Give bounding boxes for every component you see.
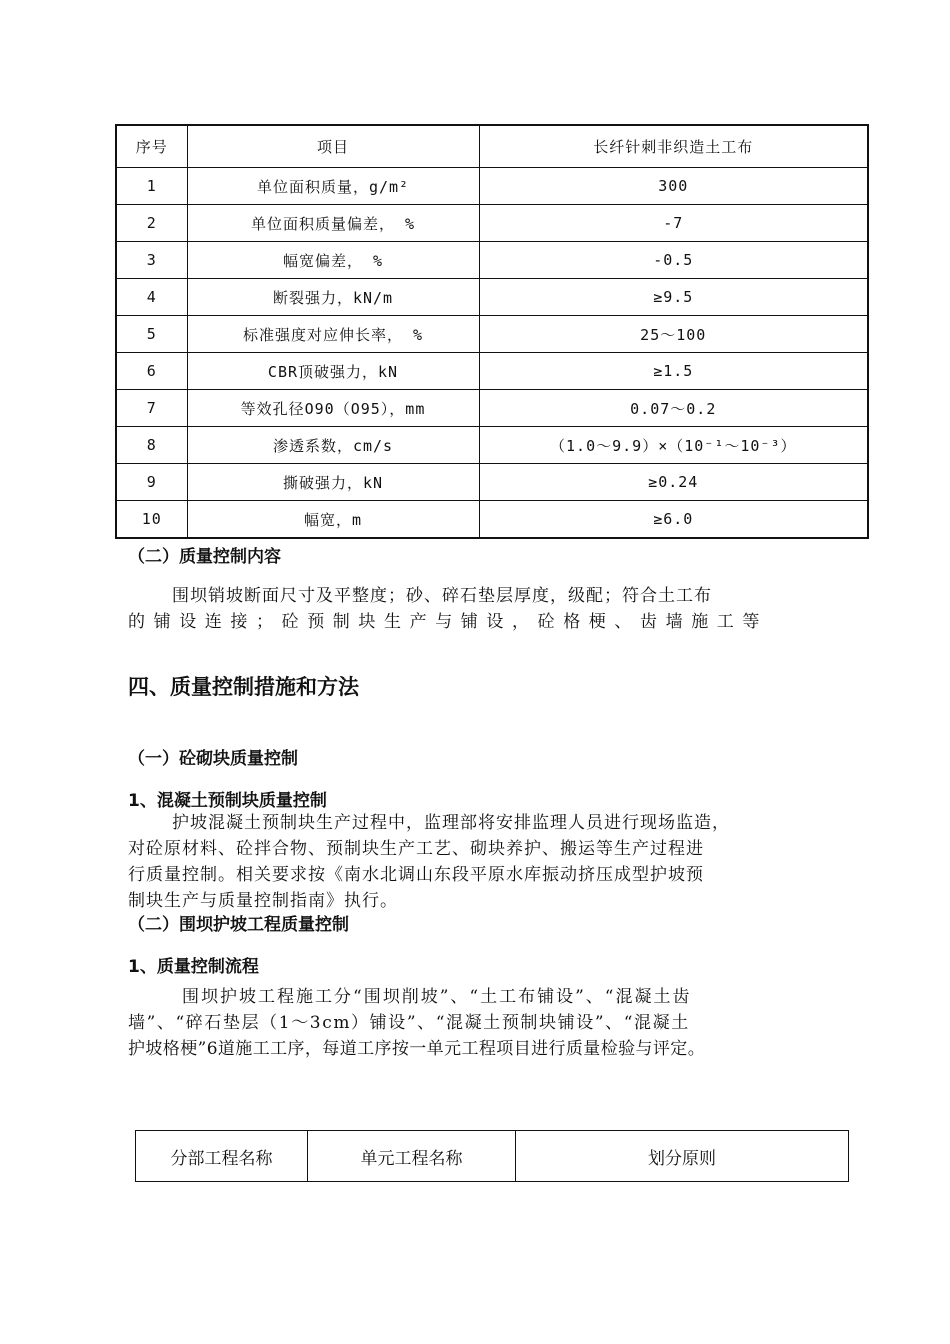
cell-value: 0.07～0.2: [479, 390, 868, 427]
para1-line1: 护坡混凝土预制块生产过程中，监理部将安排监理人员进行现场监造，: [172, 813, 730, 833]
para1-line4: 制块生产与质量控制指南》执行。: [128, 891, 398, 911]
subsection-block-qc: （一）砼砌块质量控制: [128, 749, 298, 769]
division-header-row: [136, 1131, 849, 1182]
subsection-slope-qc: （二）围坝护坡工程质量控制: [128, 915, 349, 935]
chapter-4-title: 四、质量控制措施和方法: [128, 675, 359, 699]
qc-content-heading: （二）质量控制内容: [128, 547, 281, 567]
cell-item: 标准强度对应伸长率， %: [187, 316, 479, 353]
cell-item: 等效孔径O90（O95），mm: [187, 390, 479, 427]
qc-content-line2: 的铺设连接；砼预制块生产与铺设，砼格梗、齿墙施工等: [128, 612, 768, 632]
cell-item: 撕破强力，kN: [187, 464, 479, 501]
cell-value: -0.5: [479, 242, 868, 279]
table-row: [116, 501, 868, 539]
cell-seq: 7: [116, 390, 187, 427]
cell-seq: 5: [116, 316, 187, 353]
table-row: [116, 316, 868, 353]
header-product: 长纤针刺非织造土工布: [479, 125, 868, 168]
geotextile-spec-table: [115, 124, 869, 539]
item-precast-block-qc: 1、混凝土预制块质量控制: [128, 791, 327, 811]
table-row: [116, 279, 868, 316]
cell-item: 渗透系数，cm/s: [187, 427, 479, 464]
para2-line3: 护坡格梗”6道施工工序，每道工序按一单元工程项目进行质量检验与评定。: [128, 1039, 706, 1059]
para1-line3: 行质量控制。相关要求按《南水北调山东段平原水库振动挤压成型护坡预: [128, 865, 704, 885]
cell-seq: 2: [116, 205, 187, 242]
cell-seq: 6: [116, 353, 187, 390]
cell-seq: 4: [116, 279, 187, 316]
cell-seq: 10: [116, 501, 187, 539]
table-row: [116, 464, 868, 501]
cell-value: ≥6.0: [479, 501, 868, 539]
cell-item: 单位面积质量，g/m²: [187, 168, 479, 205]
header-division-name: 分部工程名称: [136, 1131, 308, 1182]
cell-seq: 8: [116, 427, 187, 464]
cell-value: ≥1.5: [479, 353, 868, 390]
cell-value: 25～100: [479, 316, 868, 353]
table-row: [116, 353, 868, 390]
table-header-row: [116, 125, 868, 168]
cell-item: CBR顶破强力，kN: [187, 353, 479, 390]
cell-item: 单位面积质量偏差， %: [187, 205, 479, 242]
cell-item: 幅宽，m: [187, 501, 479, 539]
cell-value: 300: [479, 168, 868, 205]
table-row: [116, 242, 868, 279]
para1-line2: 对砼原材料、砼拌合物、预制块生产工艺、砌块养护、搬运等生产过程进: [128, 839, 704, 859]
cell-value: ≥0.24: [479, 464, 868, 501]
header-item: 项目: [187, 125, 479, 168]
cell-seq: 9: [116, 464, 187, 501]
table-row: [116, 427, 868, 464]
qc-content-line1: 围坝销坡断面尺寸及平整度；砂、碎石垫层厚度，级配；符合土工布: [172, 586, 712, 606]
para2-line2: 墙”、“碎石垫层（1～3cm）铺设”、“混凝土预制块铺设”、“混凝土: [128, 1013, 690, 1033]
division-table: [135, 1130, 849, 1182]
cell-value: （1.0～9.9）×（10⁻¹～10⁻³）: [479, 427, 868, 464]
para2-line1: 围坝护坡工程施工分“围坝削坡”、“土工布铺设”、“混凝土齿: [182, 987, 692, 1007]
cell-value: ≥9.5: [479, 279, 868, 316]
item-qc-process: 1、质量控制流程: [128, 957, 259, 977]
cell-item: 幅宽偏差， %: [187, 242, 479, 279]
table-row: [116, 390, 868, 427]
cell-item: 断裂强力，kN/m: [187, 279, 479, 316]
cell-seq: 3: [116, 242, 187, 279]
table-row: [116, 205, 868, 242]
header-seq: 序号: [116, 125, 187, 168]
cell-seq: 1: [116, 168, 187, 205]
table-row: [116, 168, 868, 205]
cell-value: -7: [479, 205, 868, 242]
header-principle: 划分原则: [516, 1131, 849, 1182]
header-unit-name: 单元工程名称: [308, 1131, 516, 1182]
